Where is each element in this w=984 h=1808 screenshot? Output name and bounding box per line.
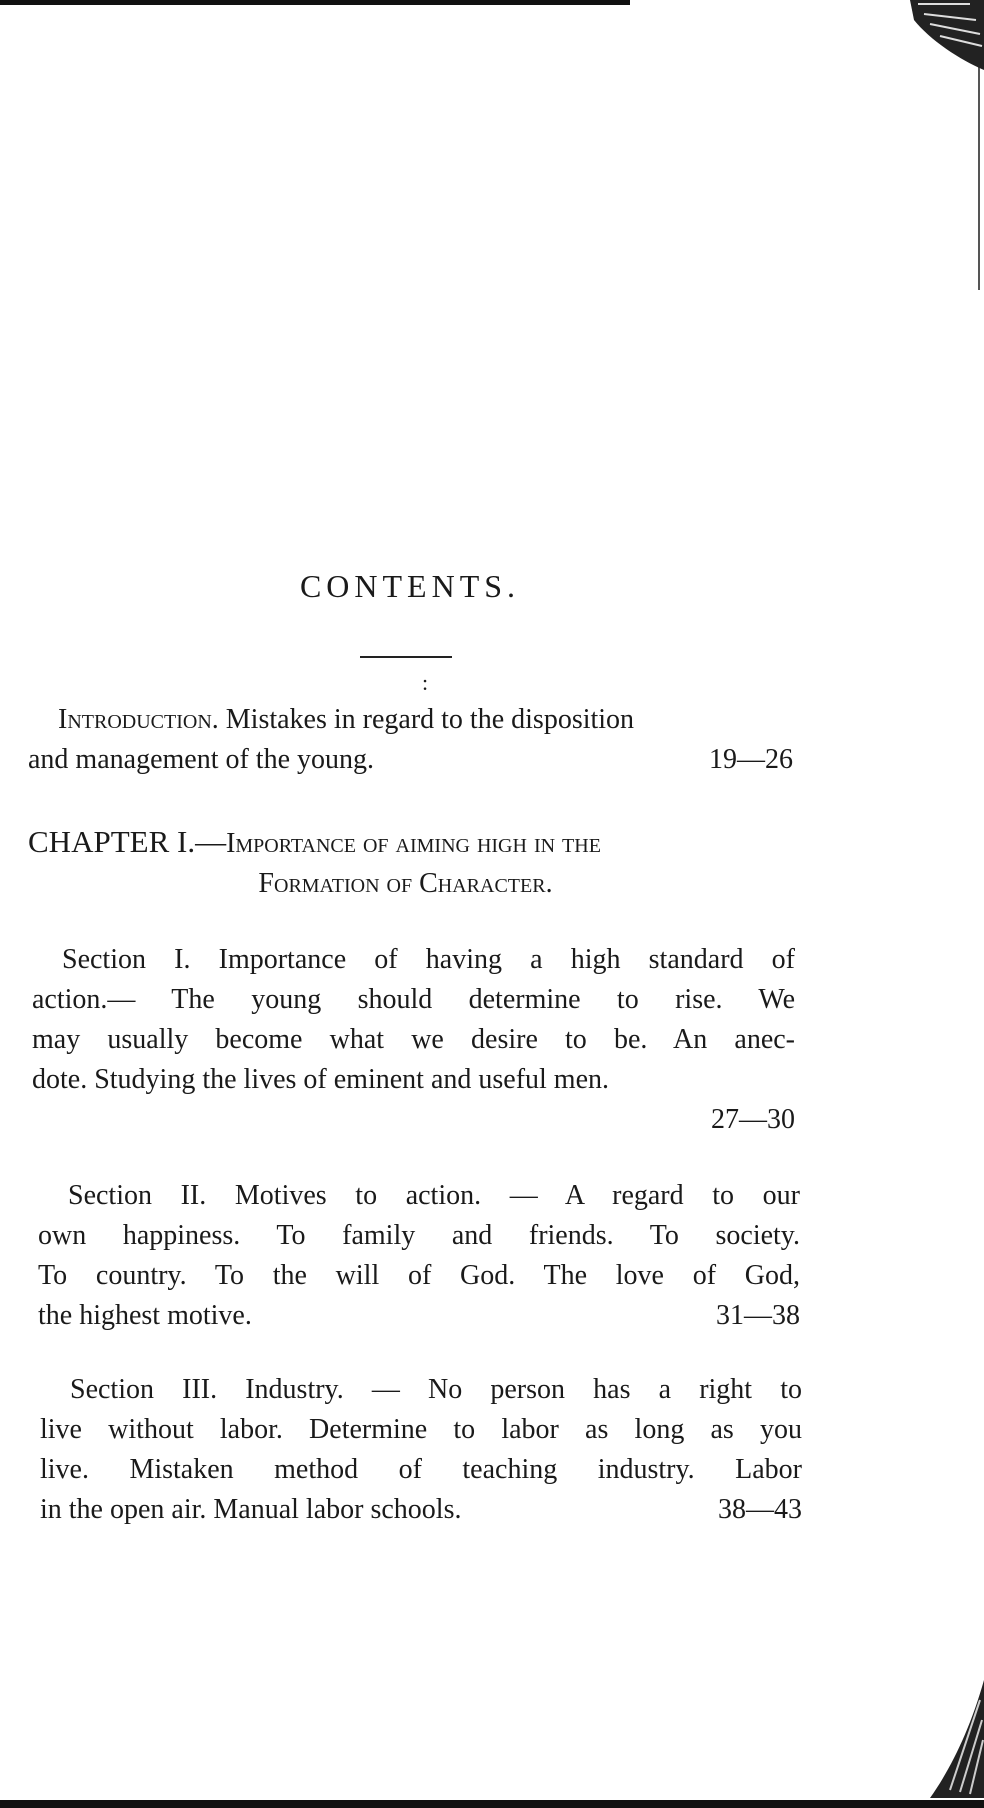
page-corner-shadow-icon [930, 1680, 984, 1798]
section-line: live. Mistaken method of teaching industry. Labor [40, 1454, 802, 1485]
page-edge-bottom [0, 1800, 984, 1808]
section-entry [38, 1176, 800, 1336]
printer-mark: : [422, 670, 429, 695]
title-rule [360, 656, 452, 658]
section-entry [32, 940, 795, 1140]
section-line: live without labor. Determine to labor as long as you [40, 1414, 802, 1445]
section-entry [40, 1370, 802, 1530]
chapter-title-line-2: Formation of Character. [258, 868, 553, 899]
chapter-title-line-1: Importance of aiming high in the [226, 828, 601, 859]
introduction-line-2: and management of the young. [28, 744, 375, 775]
introduction-pages: 19—26 [709, 744, 793, 775]
page-edge-right [978, 60, 980, 290]
section-line: To country. To the will of God. The love of God, [38, 1260, 800, 1291]
section-line: Section II. Motives to action. — A regard to our [68, 1180, 800, 1211]
page-edge-top [0, 0, 630, 5]
chapter-heading [28, 822, 793, 904]
page-corner-shadow-icon [900, 0, 984, 80]
section-line: the highest motive. [38, 1300, 252, 1331]
section-line: may usually become what we desire to be. An anec- [32, 1024, 795, 1055]
section-pages: 38—43 [718, 1494, 802, 1525]
introduction-line-1: Mistakes in regard to the disposition [225, 704, 635, 735]
section-line: action.— The young should determine to rise. We [32, 984, 795, 1015]
section-line: in the open air. Manual labor schools. [40, 1494, 462, 1525]
page-title: CONTENTS. [299, 568, 521, 604]
section-line: own happiness. To family and friends. To society. [38, 1220, 800, 1251]
section-pages: 27—30 [711, 1104, 795, 1135]
introduction-label: Introduction. [58, 704, 219, 735]
section-line: Section III. Industry. — No person has a right to [70, 1374, 802, 1405]
section-line: Section I. Importance of having a high standard of [62, 944, 795, 975]
chapter-prefix: CHAPTER I.— [28, 824, 227, 859]
section-pages: 31—38 [716, 1300, 800, 1331]
section-line: dote. Studying the lives of eminent and useful men. [32, 1064, 610, 1095]
introduction-entry [28, 700, 793, 780]
